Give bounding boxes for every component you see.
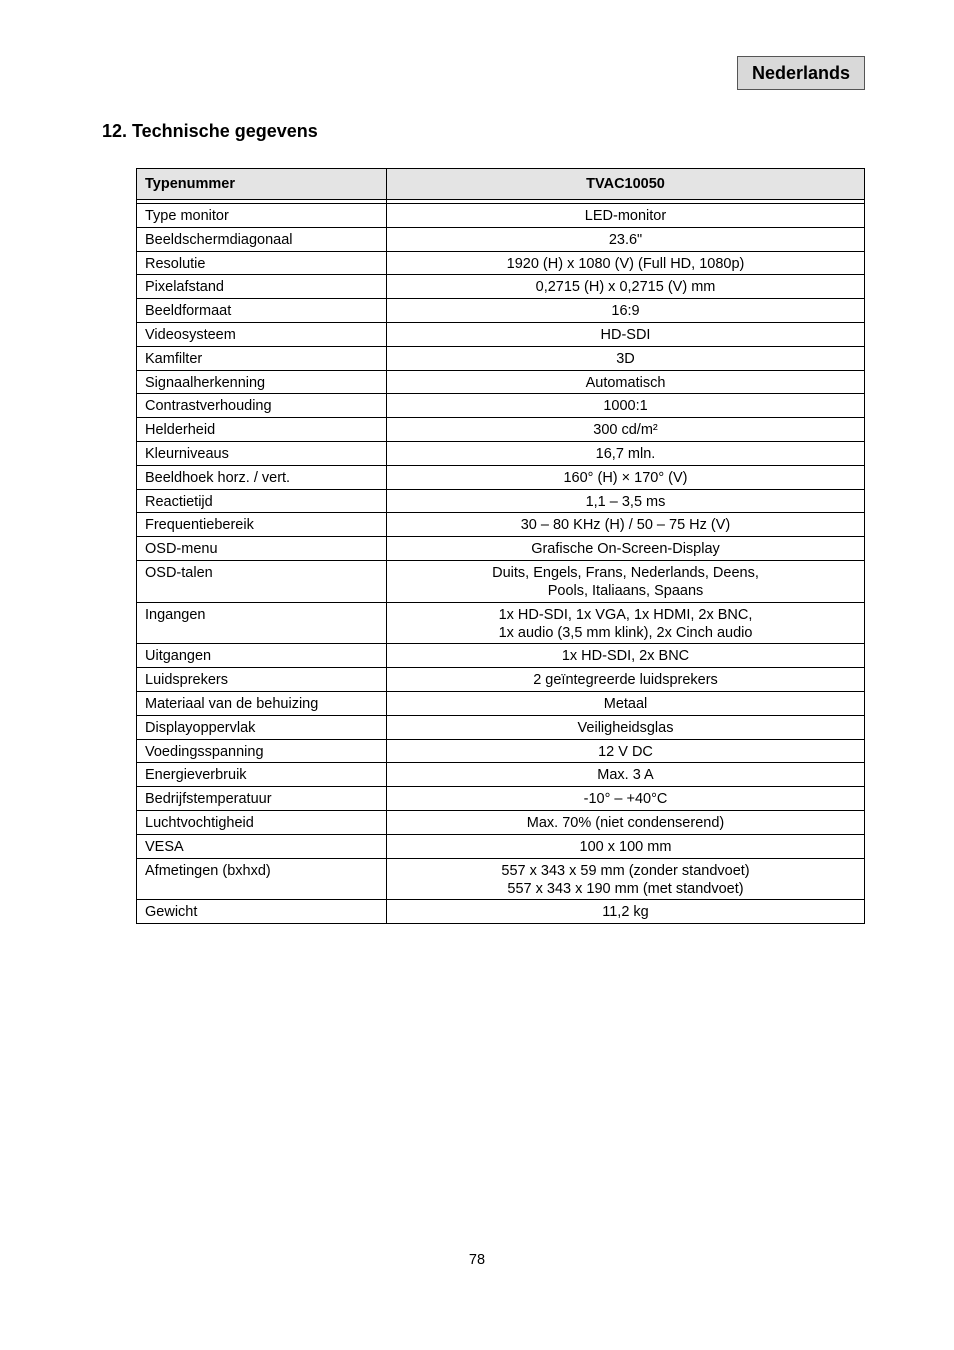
- spec-value-line: HD-SDI: [600, 326, 651, 343]
- spec-label: Videosysteem: [137, 322, 387, 346]
- spec-label: Bedrijfstemperatuur: [137, 787, 387, 811]
- spec-value: [387, 465, 865, 489]
- spec-label: Beeldformaat: [137, 299, 387, 323]
- table-row: [137, 668, 865, 692]
- spec-value-line: 11,2 kg: [602, 904, 649, 921]
- spec-value-line: -10° – +40°C: [583, 791, 668, 808]
- spec-value: [387, 251, 865, 275]
- table-row: [137, 227, 865, 251]
- spec-value-line: 23.6": [608, 231, 643, 248]
- spec-label: Contrastverhouding: [137, 394, 387, 418]
- spec-value-line: 1,1 – 3,5 ms: [585, 493, 666, 510]
- spec-label: Luidsprekers: [137, 668, 387, 692]
- spec-value: [387, 715, 865, 739]
- language-badge: Nederlands: [737, 56, 865, 90]
- table-row: [137, 394, 865, 418]
- spec-value-line: 557 x 343 x 190 mm (met standvoet): [507, 880, 744, 897]
- spec-value: [387, 537, 865, 561]
- table-row: [137, 346, 865, 370]
- spec-label: Helderheid: [137, 418, 387, 442]
- spec-value-line: Veiligheidsglas: [577, 719, 674, 736]
- spec-label: Pixelafstand: [137, 275, 387, 299]
- table-row: [137, 900, 865, 924]
- spec-value: [387, 810, 865, 834]
- table-row: [137, 204, 865, 228]
- table-row: [137, 602, 865, 644]
- spec-label: VESA: [137, 834, 387, 858]
- spec-value-line: 1000:1: [603, 398, 648, 415]
- table-row: [137, 739, 865, 763]
- page-number: 78: [468, 1252, 486, 1268]
- spec-label: Gewicht: [137, 900, 387, 924]
- spec-value-line: 1x HD-SDI, 2x BNC: [561, 648, 690, 665]
- spec-label: Reactietijd: [137, 489, 387, 513]
- spec-label: OSD-talen: [137, 560, 387, 602]
- spec-value-line: 300 cd/m²: [593, 422, 658, 439]
- spec-value: [387, 204, 865, 228]
- spec-value: [387, 346, 865, 370]
- spec-value-line: 0,2715 (H) x 0,2715 (V) mm: [535, 279, 716, 296]
- spec-value-line: 100 x 100 mm: [579, 838, 672, 855]
- spec-table-header-row: [137, 169, 865, 200]
- spec-value: [387, 299, 865, 323]
- spec-value-line: Duits, Engels, Frans, Nederlands, Deens,: [492, 564, 759, 581]
- table-row: [137, 691, 865, 715]
- table-row: [137, 251, 865, 275]
- spec-value: [387, 394, 865, 418]
- table-row: [137, 275, 865, 299]
- spec-value-line: Automatisch: [585, 374, 666, 391]
- spec-value: [387, 763, 865, 787]
- spec-value: [387, 418, 865, 442]
- spec-label: Kamfilter: [137, 346, 387, 370]
- spec-value: [387, 560, 865, 602]
- spec-value-line: Grafische On-Screen-Display: [531, 541, 720, 558]
- spec-value: [387, 900, 865, 924]
- spec-value-line: 1920 (H) x 1080 (V) (Full HD, 1080p): [506, 255, 745, 272]
- spec-value: [387, 787, 865, 811]
- table-row: [137, 299, 865, 323]
- table-row: [137, 537, 865, 561]
- spec-value-line: Max. 70% (niet condenserend): [526, 814, 725, 831]
- spec-label: Voedingsspanning: [137, 739, 387, 763]
- table-row: [137, 787, 865, 811]
- spec-value: [387, 370, 865, 394]
- spec-value-line: 3D: [616, 350, 635, 367]
- spec-value-line: 557 x 343 x 59 mm (zonder standvoet): [501, 862, 750, 879]
- spec-table: [136, 168, 865, 924]
- table-row: [137, 418, 865, 442]
- spec-value: [387, 834, 865, 858]
- table-row: [137, 644, 865, 668]
- table-row: [137, 322, 865, 346]
- table-row: [137, 370, 865, 394]
- spec-label: Afmetingen (bxhxd): [137, 858, 387, 900]
- table-row: [137, 810, 865, 834]
- spec-value: [387, 858, 865, 900]
- spec-value: [387, 691, 865, 715]
- spec-label: Materiaal van de behuizing: [137, 691, 387, 715]
- spec-value-line: 2 geïntegreerde luidsprekers: [533, 672, 718, 689]
- section-number: 12.: [102, 121, 128, 141]
- section-title: [102, 119, 318, 143]
- spec-value-line: 16,7 mln.: [595, 445, 656, 462]
- spec-value-line: 1x audio (3,5 mm klink), 2x Cinch audio: [498, 624, 753, 641]
- spec-value: [387, 668, 865, 692]
- spec-label: OSD-menu: [137, 537, 387, 561]
- spec-label: Type monitor: [137, 204, 387, 228]
- section-title-text: Technische gegevens: [132, 121, 318, 141]
- spec-value: [387, 441, 865, 465]
- spec-value: [387, 739, 865, 763]
- spec-value-line: Max. 3 A: [597, 767, 654, 784]
- table-row: [137, 441, 865, 465]
- spec-label: Beeldhoek horz. / vert.: [137, 465, 387, 489]
- table-row: [137, 834, 865, 858]
- spec-value-line: 12 V DC: [598, 743, 653, 760]
- spec-value-line: 1x HD-SDI, 1x VGA, 1x HDMI, 2x BNC,: [498, 606, 753, 623]
- spec-value-line: 160° (H) × 170° (V): [563, 469, 688, 486]
- spec-value: [387, 513, 865, 537]
- spec-label: Energieverbruik: [137, 763, 387, 787]
- spec-label: Ingangen: [137, 602, 387, 644]
- spec-value: [387, 489, 865, 513]
- spec-value: [387, 275, 865, 299]
- spec-label: Kleurniveaus: [137, 441, 387, 465]
- spec-header-value: TVAC10050: [387, 169, 865, 200]
- table-row: [137, 763, 865, 787]
- spec-label: Frequentiebereik: [137, 513, 387, 537]
- spec-label: Resolutie: [137, 251, 387, 275]
- table-row: [137, 489, 865, 513]
- spec-label: Uitgangen: [137, 644, 387, 668]
- spec-value-line: LED-monitor: [584, 208, 667, 224]
- spec-table-body: [137, 204, 865, 924]
- table-row: [137, 858, 865, 900]
- spec-value-line: Pools, Italiaans, Spaans: [547, 582, 704, 599]
- spec-value: [387, 322, 865, 346]
- table-row: [137, 715, 865, 739]
- spec-value-line: 16:9: [611, 303, 640, 320]
- spec-header-label: Typenummer: [137, 169, 387, 200]
- spec-value-line: 30 – 80 KHz (H) / 50 – 75 Hz (V): [520, 517, 731, 534]
- table-row: [137, 465, 865, 489]
- spec-label: Displayoppervlak: [137, 715, 387, 739]
- table-row: [137, 513, 865, 537]
- spec-value: [387, 227, 865, 251]
- spec-value: [387, 644, 865, 668]
- spec-label: Luchtvochtigheid: [137, 810, 387, 834]
- spec-label: Beeldschermdiagonaal: [137, 227, 387, 251]
- spec-value-line: Metaal: [603, 695, 648, 712]
- table-row: [137, 560, 865, 602]
- spec-label: Signaalherkenning: [137, 370, 387, 394]
- spec-value: [387, 602, 865, 644]
